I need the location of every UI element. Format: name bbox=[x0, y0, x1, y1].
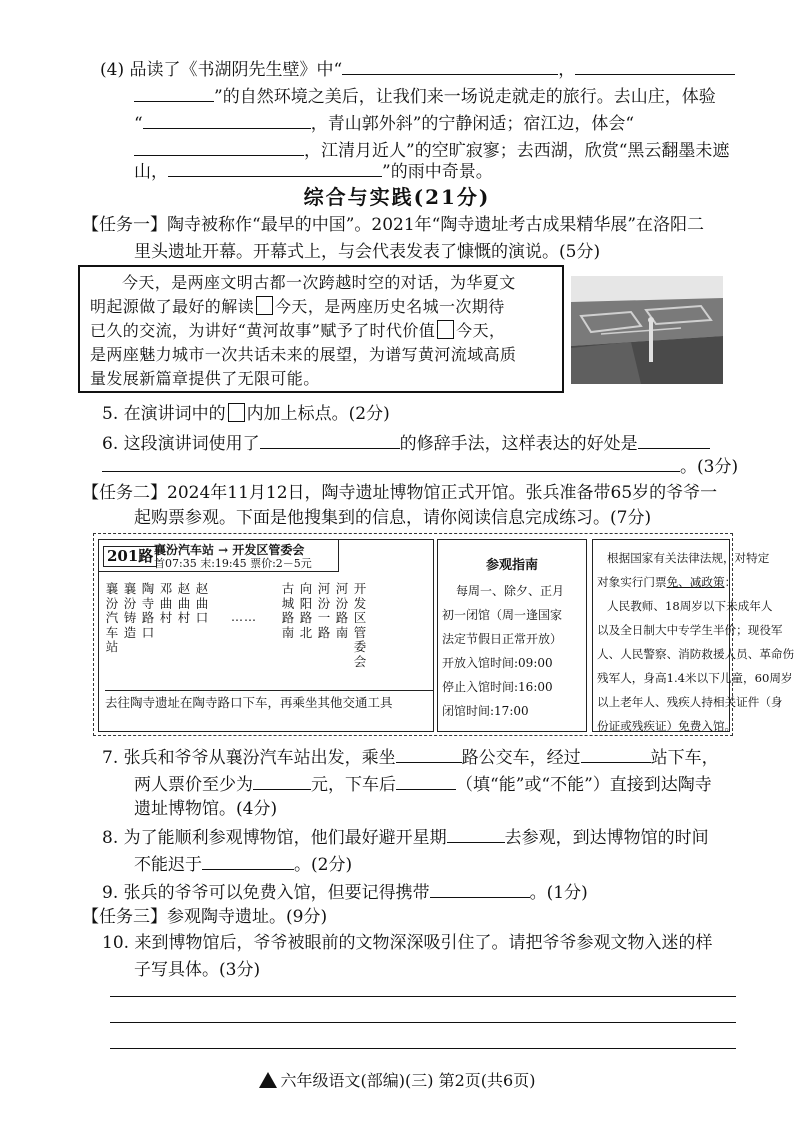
bus-stop: 赵曲村 bbox=[177, 581, 191, 625]
bus-stop: 陶寺路口 bbox=[141, 581, 155, 640]
answer-blank[interactable] bbox=[575, 55, 735, 75]
info-panel bbox=[93, 533, 794, 736]
ticket-policy-panel bbox=[592, 539, 794, 733]
answer-blank[interactable] bbox=[430, 878, 530, 898]
visit-guide-title: 参观指南 bbox=[485, 558, 538, 573]
question-9: 9. 张兵的爷爷可以免费入馆，但要记得携带 。(1分) bbox=[102, 878, 588, 905]
bus-stop: 古城路南 bbox=[281, 581, 295, 640]
bus-stop: 襄汾铸造 bbox=[123, 581, 137, 640]
guide-line: 停止入馆时间:16:00 bbox=[442, 680, 553, 694]
answer-blank[interactable] bbox=[447, 823, 505, 843]
answer-blank[interactable] bbox=[581, 743, 651, 763]
task3-line: 【任务三】参观陶寺遗址。(9分) bbox=[82, 907, 328, 927]
answer-blank[interactable] bbox=[168, 157, 382, 177]
bus-stop: 向阳路北 bbox=[299, 581, 313, 640]
policy-line: 人民教师、18周岁以下未成年人 bbox=[607, 599, 773, 613]
route-times-and-fare: 首07:35 末:19:45 票价:2－5元 bbox=[154, 557, 312, 570]
question-10-line-2: 子写具体。(3分) bbox=[134, 960, 261, 980]
question-8: 8. 为了能顺利参观博物馆，他们最好避开星期 去参观，到达博物馆的时间 bbox=[102, 823, 709, 850]
question-10: 10. 来到博物馆后，爷爷被眼前的文物深深吸引住了。请把爷爷参观文物入迷的样 bbox=[102, 933, 713, 953]
guide-line: 每周一、除夕、正月 bbox=[456, 584, 565, 598]
guide-line: 法定节假日正常开放） bbox=[442, 632, 563, 646]
guide-line: 初一闭馆（周一逢国家 bbox=[442, 608, 563, 622]
writing-line[interactable] bbox=[110, 1022, 736, 1023]
bus-stop: 河汾一路 bbox=[317, 581, 331, 640]
answer-blank[interactable] bbox=[143, 109, 311, 129]
question-7: 7. 张兵和爷爷从襄汾汽车站出发，乘坐 路公交车，经过 站下车， bbox=[102, 743, 719, 770]
answer-blank[interactable] bbox=[102, 452, 680, 472]
bus-route-header bbox=[99, 540, 339, 572]
speech-line: 今天，是两座文明古都一次跨越时空的对话，为华夏文 bbox=[122, 273, 516, 292]
page-footer: 六年级语文(部编)(三) 第2页(共6页) bbox=[0, 1068, 794, 1091]
q4-line-5: 山， ”的雨中奇景。 bbox=[134, 157, 493, 184]
policy-line: 以上老年人、残疾人持相关证件（身 bbox=[597, 695, 783, 709]
omitted-stops: …… bbox=[231, 610, 257, 624]
question-5: 5. 在演讲词中的 内加上标点。(2分) bbox=[102, 404, 390, 424]
bus-stop: 开发区管委会 bbox=[353, 581, 367, 669]
route-number: 201路 bbox=[103, 546, 157, 567]
q4-line-1: (4) 品读了《书湖阴先生壁》中“ ， bbox=[100, 55, 735, 82]
q4-line-2: ”的自然环境之美后，让我们来一场说走就走的旅行。去山庄，体验 bbox=[134, 82, 716, 109]
logo-triangle-icon bbox=[259, 1072, 277, 1088]
site-photo-illustration bbox=[571, 276, 723, 384]
punctuation-box[interactable] bbox=[256, 296, 273, 315]
answer-blank[interactable] bbox=[260, 429, 400, 449]
q4-line-4: ，江清月近人”的空旷寂寥；去西湖，欣赏“黑云翻墨未遮 bbox=[134, 136, 729, 163]
answer-blank[interactable] bbox=[396, 770, 456, 790]
taosi-site-photo bbox=[571, 276, 723, 384]
speech-line: 是两座魅力城市一次共话未来的展望，为谱写黄河流域高质 bbox=[90, 345, 517, 364]
guide-line: 闭馆时间:17:00 bbox=[442, 704, 529, 718]
bus-stop: 赵曲口 bbox=[195, 581, 209, 625]
task1-line-1: 【任务一】陶寺被称作“最早的中国”。2021年“陶寺遗址考古成果精华展”在洛阳二 bbox=[82, 215, 705, 235]
punctuation-box[interactable] bbox=[437, 320, 454, 339]
question-6-continued: 。(3分) bbox=[102, 452, 738, 479]
question-8-line-2: 不能迟于 。(2分) bbox=[134, 850, 352, 877]
writing-line[interactable] bbox=[110, 1048, 736, 1049]
visit-guide-panel bbox=[437, 539, 587, 732]
answer-blank[interactable] bbox=[134, 136, 304, 156]
speech-line: 已久的交流，为讲好“黄河故事”赋予了时代价值 今天， bbox=[90, 321, 506, 340]
route-direction: 襄汾汽车站 → 开发区管委会 bbox=[154, 543, 305, 557]
bus-stop: 襄汾汽车站 bbox=[105, 581, 119, 654]
answer-blank[interactable] bbox=[638, 429, 710, 449]
bus-stop: 河汾路南 bbox=[335, 581, 349, 640]
speech-line: 量发展新篇章提供了无限可能。 bbox=[90, 369, 320, 388]
answer-blank[interactable] bbox=[253, 770, 311, 790]
guide-line: 开放入馆时间:09:00 bbox=[442, 656, 553, 670]
task2-line-2: 起购票参观。下面是他搜集到的信息，请你阅读信息完成练习。(7分) bbox=[134, 508, 652, 528]
bus-stop-list bbox=[105, 582, 429, 684]
speech-box bbox=[78, 265, 564, 393]
policy-line: 以及全日制大中专学生半价；现役军 bbox=[597, 623, 783, 637]
bus-route-panel bbox=[98, 539, 434, 732]
q4-line-3: “ ，青山郭外斜”的宁静闲适；宿江边，体会“ bbox=[134, 109, 634, 136]
writing-line[interactable] bbox=[110, 996, 736, 997]
policy-line: 残军人，身高1.4米以下儿童，60周岁 bbox=[597, 671, 793, 685]
punctuation-box-icon bbox=[228, 403, 245, 422]
answer-blank[interactable] bbox=[202, 850, 294, 870]
answer-blank[interactable] bbox=[134, 82, 214, 102]
speech-line: 明起源做了最好的解读 今天，是两座历史名城一次期待 bbox=[90, 297, 505, 316]
task2-line-1: 【任务二】2024年11月12日，陶寺遗址博物馆正式开馆。张兵准备带65岁的爷爷一 bbox=[82, 483, 718, 503]
bus-note: 去往陶寺遗址在陶寺路口下车，再乘坐其他交通工具 bbox=[105, 690, 433, 712]
policy-line: 对象实行门票免、减政策： bbox=[597, 575, 737, 589]
question-7-line-2: 两人票价至少为 元，下车后 （填“能”或“不能”）直接到达陶寺 bbox=[134, 770, 712, 797]
question-7-line-3: 遗址博物馆。(4分) bbox=[134, 799, 278, 819]
bus-stop: 邓曲村 bbox=[159, 581, 173, 625]
policy-line: 人、人民警察、消防救援人员、革命伤 bbox=[597, 647, 794, 661]
answer-blank[interactable] bbox=[342, 55, 558, 75]
task1-line-2: 里头遗址开幕。开幕式上，与会代表发表了慷慨的演说。(5分) bbox=[134, 242, 601, 262]
section-title: 综合与实践(21分) bbox=[303, 185, 491, 209]
question-6: 6. 这段演讲词使用了 的修辞手法，这样表达的好处是 bbox=[102, 429, 710, 456]
policy-line: 根据国家有关法律法规，对特定 bbox=[607, 551, 770, 565]
answer-blank[interactable] bbox=[396, 743, 462, 763]
policy-line: 份证或残疾证）免费入馆。 bbox=[597, 719, 737, 733]
